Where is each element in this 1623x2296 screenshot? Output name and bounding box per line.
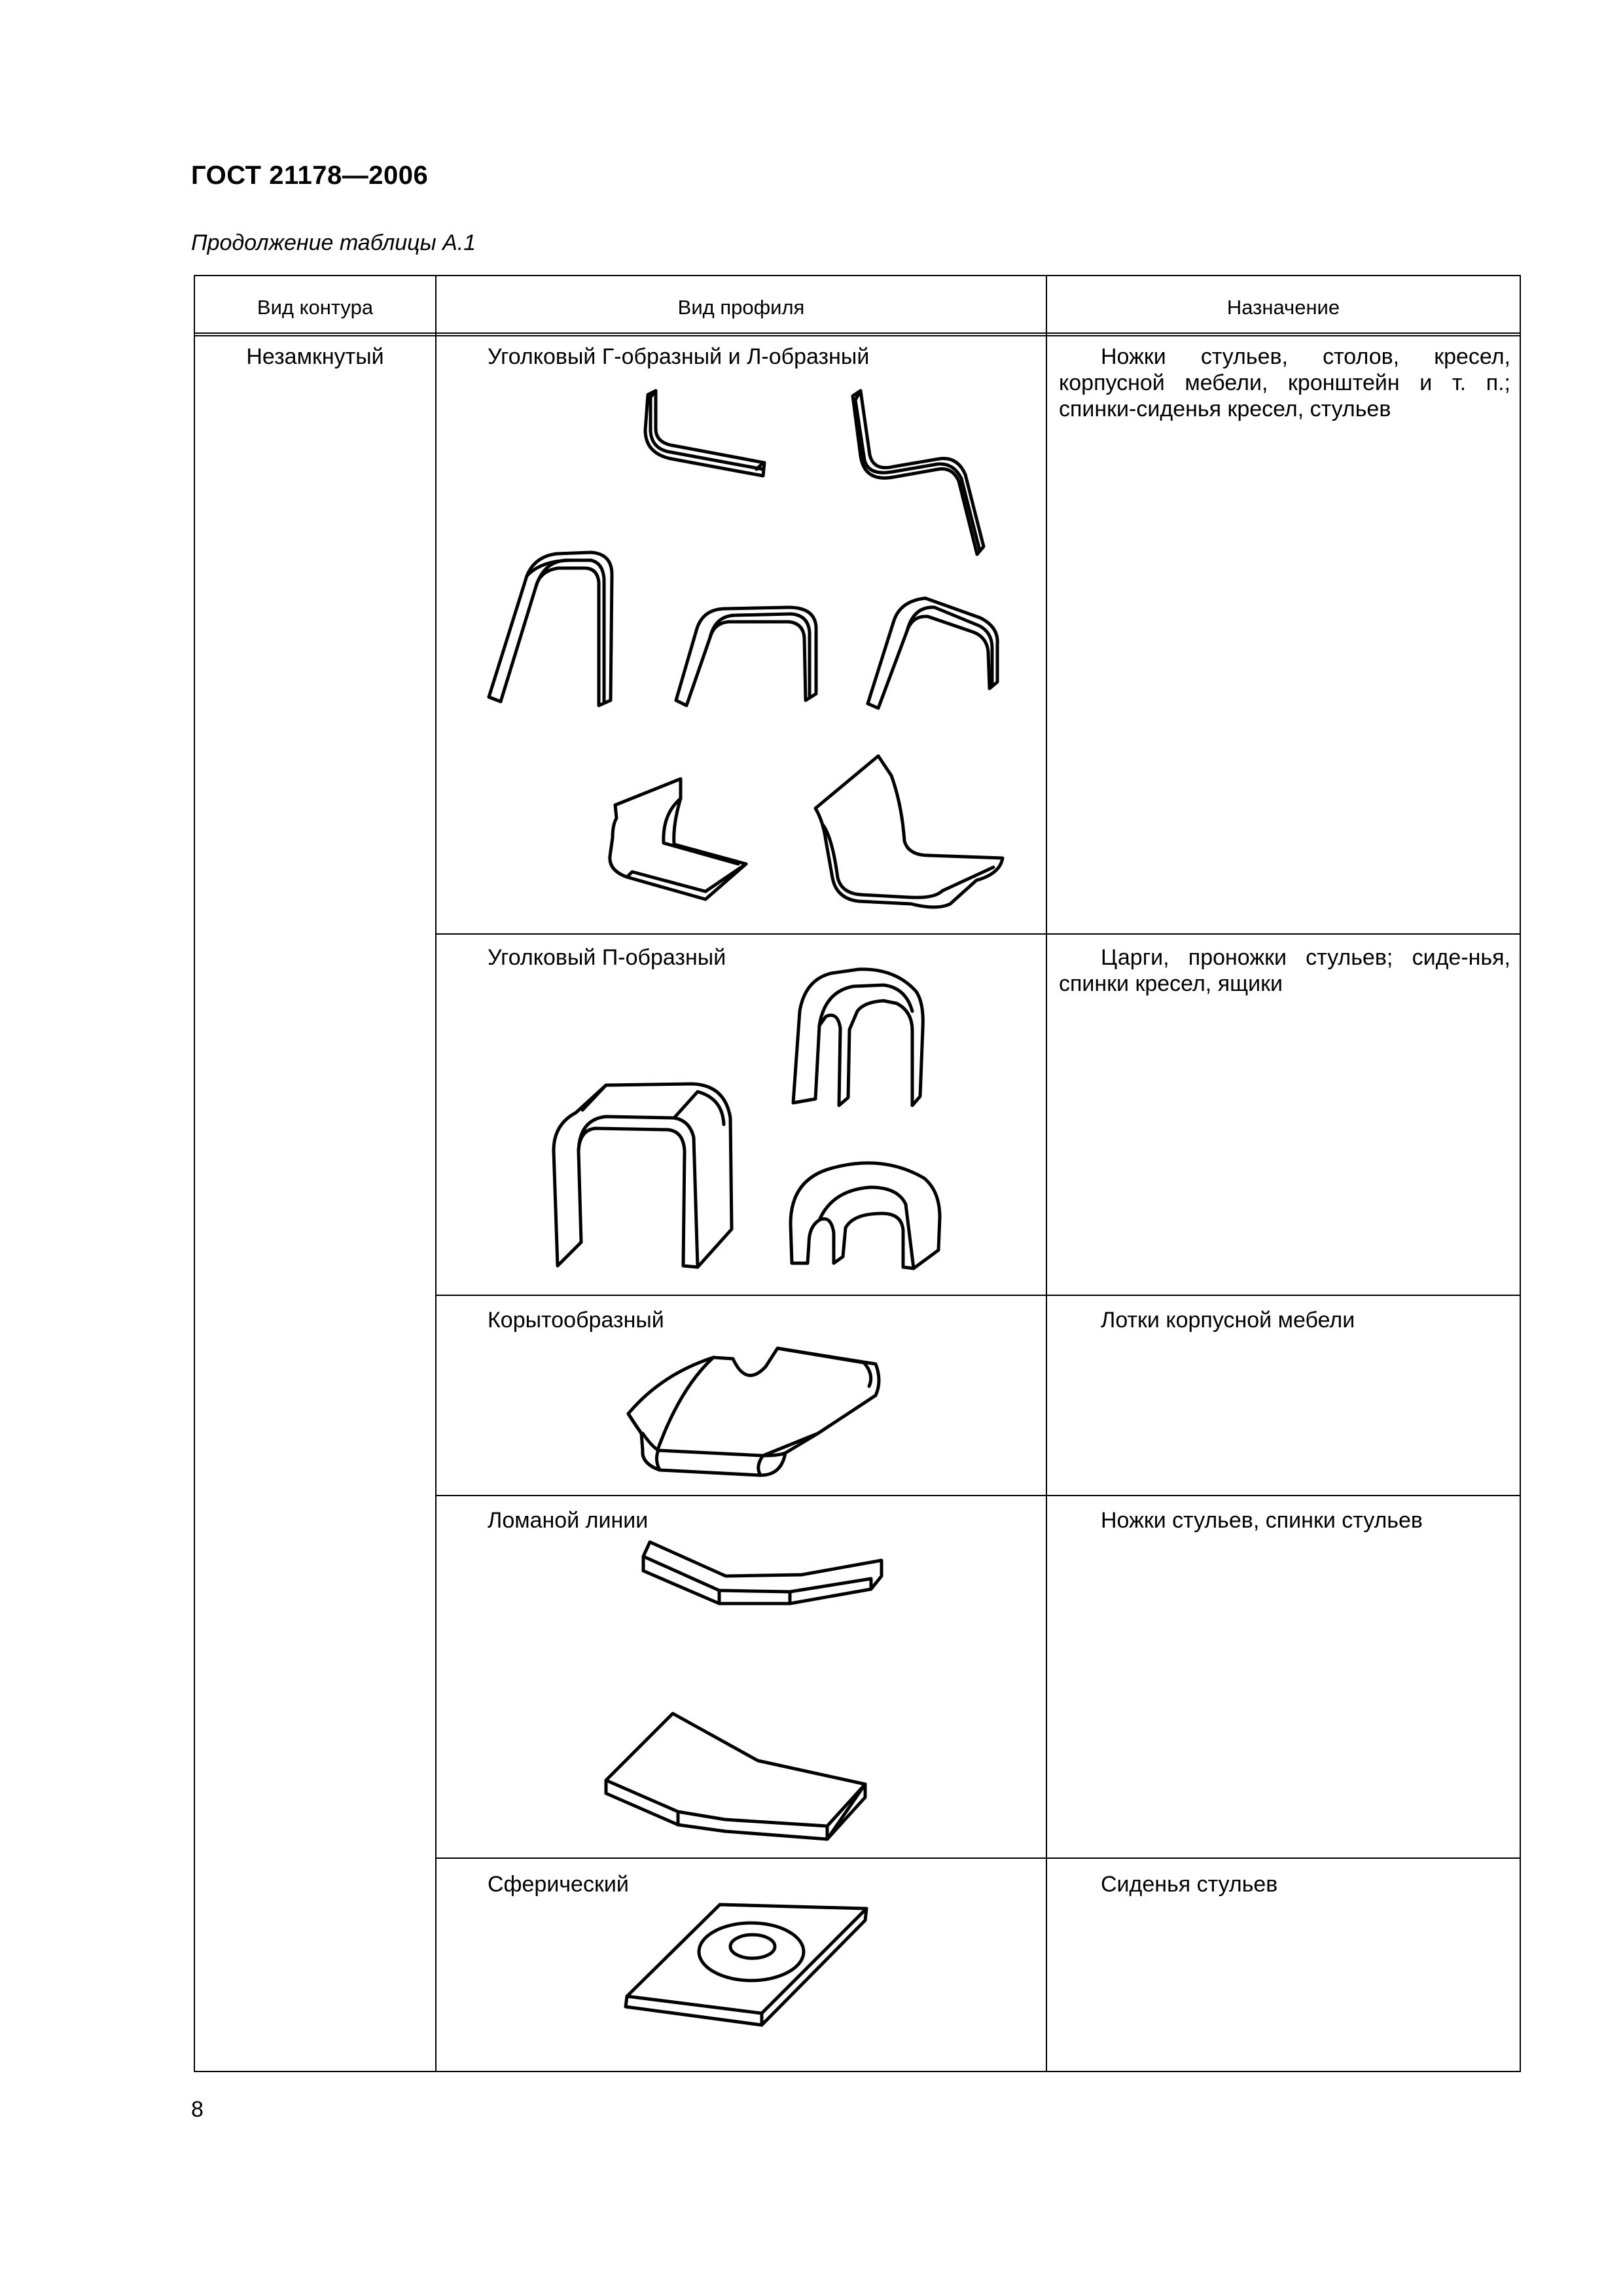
column-header-profile: Вид профиля [677,296,805,319]
trough-profile-drawing [622,1335,883,1479]
seat-back-bracket-drawing [601,772,751,903]
profile-label: Уголковый П-образный [488,945,726,970]
low-u-profile-drawing [671,596,834,710]
profile-label: Корытообразный [488,1308,664,1333]
g-profile-drawing [628,383,785,481]
profile-label: Сферический [488,1872,629,1897]
page-number: 8 [191,2097,204,2122]
l-profile-drawing [841,383,1005,560]
column-header-contour: Вид контура [257,296,374,319]
column-header-purpose: Назначение [1226,296,1340,319]
purpose-text: Ножки стульев, спинки стульев [1101,1508,1423,1533]
wide-channel-drawing [550,1079,733,1272]
spherical-plate-drawing [622,1898,870,2029]
purpose-text: Ножки стульев, столов, кресел, корпусной мебели, кронштейн и т. п.; спинки-сиденья кресел, стульев [1059,344,1510,422]
inverted-u-profile-drawing [481,550,635,710]
table-caption: Продолжение таблицы А.1 [191,230,476,255]
purpose-text: Лотки корпусной мебели [1101,1308,1355,1333]
curved-seat-shell-drawing [806,749,1003,920]
profile-label: Ломаной линии [488,1508,649,1533]
contour-type-cell: Незамкнутый [246,344,384,369]
profile-label: Уголковый Г-образный и Л-образный [488,344,870,369]
short-arch-channel-drawing [785,1152,942,1270]
narrow-channel-drawing [785,965,933,1113]
bent-plate-drawing [601,1708,869,1846]
angled-u-profile-drawing [863,589,1007,713]
purpose-text: Сиденья стульев [1101,1872,1278,1897]
document-title: ГОСТ 21178—2006 [191,161,429,190]
bent-bar-drawing [638,1538,887,1623]
purpose-text: Царги, проножки стульев; сиде-нья, спинки кресел, ящики [1059,945,1510,996]
